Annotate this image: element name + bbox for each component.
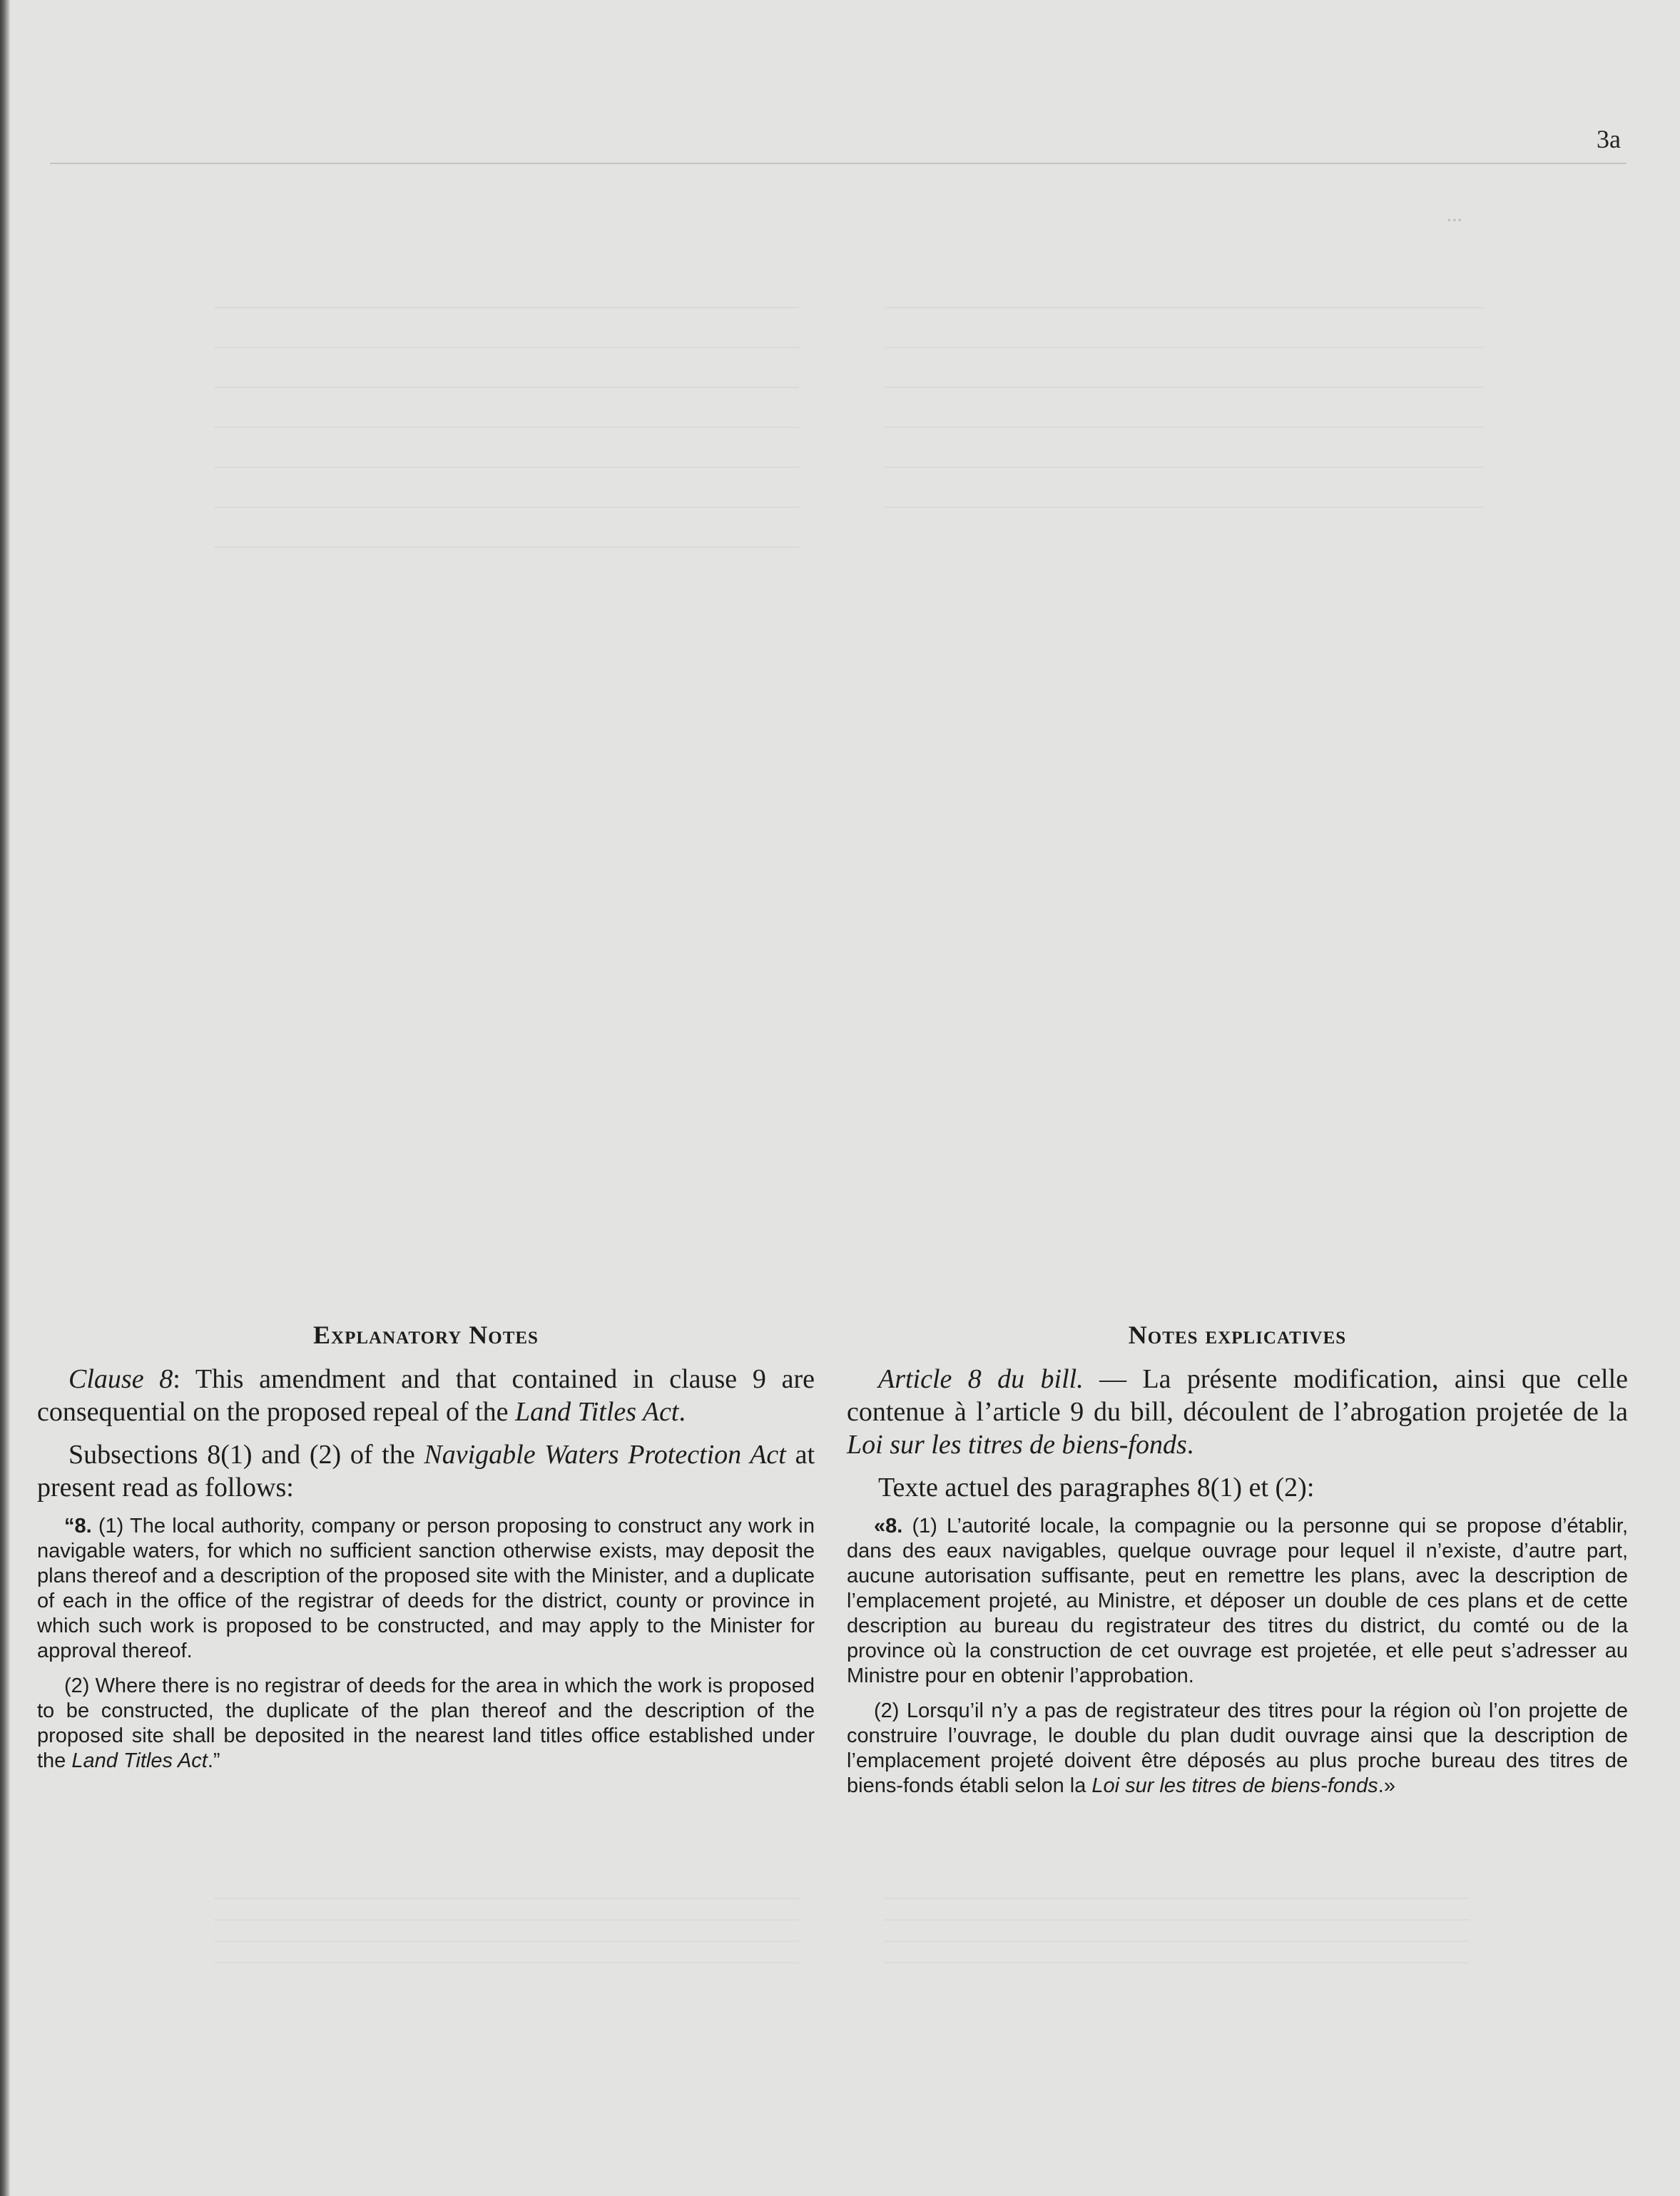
section-number: «8.	[874, 1515, 903, 1537]
english-subsection-2	[37, 1674, 815, 1774]
intro-act-title: Navigable Waters Protection Act	[424, 1440, 786, 1470]
subsection-2-act-title: Land Titles Act	[71, 1749, 208, 1772]
intro-post: at present read as follows:	[37, 1440, 815, 1503]
article-label: Article 8 du bill.	[878, 1364, 1084, 1394]
english-clause-paragraph	[37, 1363, 815, 1428]
clause-text: : This amendment and that contained in clause 9 are consequential on the proposed repeal of the	[37, 1364, 815, 1427]
subsection-2-text: (2) Lorsqu’il n’y a pas de registrateur des titres pour la région où l’on projette de construire l’ouvrage, le double du plan dudit ouvrage ainsi que la description de l’emplacement projeté doivent être déposés au plus proche bureau des titres de biens-fonds établi selon la	[847, 1699, 1628, 1797]
french-subsection-2	[847, 1699, 1628, 1799]
english-intro-paragraph	[37, 1438, 815, 1504]
subsection-1-text: (1) L’autorité locale, la compagnie ou la personne qui se propose d’établir, dans des eaux navigables, quelque ouvrage pour lequel il n’existe, d’autre part, aucune autorisation suffisante, peut en remettre les plans, avec la description de l’emplacement projeté, au Ministre, et déposer un double de ces plans et de cette description au bureau du registrateur des titres du district, du comté ou de la province où la construction de cet ouvrage est projetée, et elle peut s’adresser au Ministre pour en obtenir l’approbation.	[847, 1515, 1628, 1687]
clause-end: .	[678, 1397, 686, 1427]
english-subsection-1	[37, 1514, 815, 1664]
french-subsection-1	[847, 1514, 1628, 1689]
article-text: — La présente modification, ainsi que celle contenue à l’article 9 du bill, découlent de l’abrogation projetée de la	[847, 1364, 1629, 1427]
english-heading: Explanatory Notes	[313, 1321, 539, 1349]
subsection-2-text: (2) Where there is no registrar of deeds for the area in which the work is proposed to be constructed, the duplicate of the plan thereof and the description of the proposed site shall be deposited in the nearest land titles office established under the	[37, 1674, 815, 1772]
intro-pre: Subsections 8(1) and (2) of the	[68, 1440, 424, 1470]
subsection-1-text: (1) The local authority, company or person proposing to construct any work in navigable waters, for which no sufficient sanction otherwise exists, may deposit the plans thereof and a description of the proposed site with the Minister, and a duplicate of each in the office of the registrar of deeds for the district, county or province in which such work is proposed to be constructed, and may apply to the Minister for approval thereof.	[37, 1515, 815, 1662]
french-intro-paragraph: Texte actuel des paragraphes 8(1) et (2):	[878, 1473, 1315, 1503]
clause-act-title: Land Titles Act	[515, 1397, 679, 1427]
french-heading: Notes explicatives	[1128, 1321, 1347, 1349]
article-end: .	[1186, 1430, 1194, 1460]
section-number: “8.	[64, 1515, 92, 1537]
article-act-title: Loi sur les titres de biens-fonds	[847, 1430, 1187, 1460]
page-number: 3a	[1597, 125, 1621, 153]
english-notes-column	[37, 1320, 815, 1784]
subsection-2-end: .»	[1378, 1774, 1395, 1797]
subsection-2-act-title: Loi sur les titres de biens-fonds	[1091, 1774, 1378, 1797]
page-binding-edge	[0, 0, 10, 2196]
french-notes-column	[847, 1320, 1628, 1809]
clause-label: Clause 8	[68, 1364, 173, 1394]
subsection-2-end: .”	[207, 1749, 220, 1772]
french-article-paragraph	[847, 1363, 1628, 1461]
